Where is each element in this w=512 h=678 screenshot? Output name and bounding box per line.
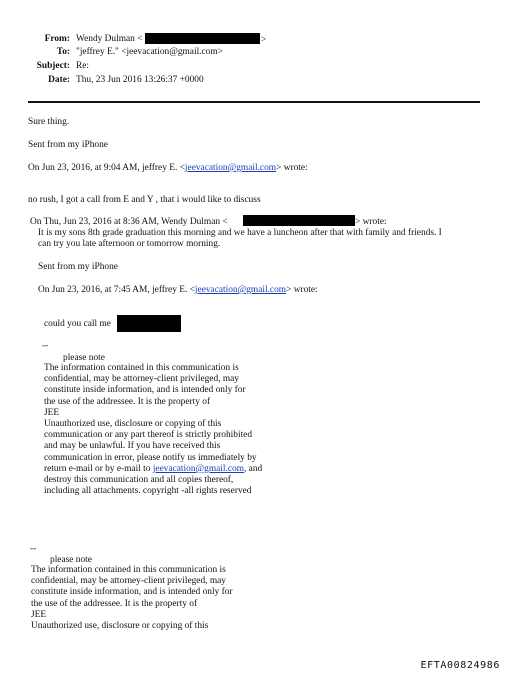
signature-text: Sent from my iPhone — [38, 262, 118, 272]
disclaimer-line: the use of the addressee. It is the property of — [31, 598, 198, 609]
redaction-bar — [145, 33, 260, 44]
email-link[interactable]: jeevacation@gmail.com — [184, 163, 277, 173]
quote-header-2-post: > wrote: — [355, 217, 387, 227]
email-link[interactable]: jeevacation@gmail.com — [194, 285, 287, 295]
quote-header-1-pre: On Jun 23, 2016, at 9:04 AM, jeffrey E. < — [28, 163, 185, 173]
disclaimer-line: destroy this communication and all copies thereof, — [44, 475, 234, 486]
disclaimer-line: communication or any part thereof is strictly prohibited — [44, 430, 253, 441]
date-value: Thu, 23 Jun 2016 13:26:37 +0000 — [76, 75, 204, 85]
signature-separator: -- — [30, 544, 37, 554]
disclaimer-email-pre: return e-mail or by e-mail to — [44, 463, 153, 474]
to-value: "jeffrey E." <jeevacation@gmail.com> — [76, 47, 223, 57]
disclaimer-line — [44, 464, 262, 475]
disclaimer-line: constitute inside information, and is intended only for — [31, 587, 233, 598]
disclaimer-body — [44, 363, 262, 497]
quoted-message-2-line2: can try you late afternoon or tomorrow morning. — [38, 239, 221, 249]
quote-header-1 — [28, 162, 308, 174]
disclaimer-line: The information contained in this communication is — [31, 565, 226, 575]
disclaimer-line: JEE — [31, 609, 47, 620]
quote-header-3-post: > wrote: — [286, 285, 318, 295]
subject-value: Re: — [76, 61, 90, 71]
disclaimer-line: confidential, may be attorney-client privileged, may — [44, 374, 239, 385]
bates-number: EFTA00824986 — [420, 660, 500, 671]
disclaimer-email-post: , and — [243, 463, 263, 474]
from-label: From: — [44, 34, 70, 44]
redaction-bar — [243, 215, 355, 226]
from-value: Wendy Dulman < — [76, 34, 143, 44]
quote-header-3 — [38, 284, 318, 296]
disclaimer-line: and may be unlawful. If you have received this — [44, 441, 221, 452]
disclaimer-line: Unauthorized use, disclosure or copying of this — [31, 621, 209, 632]
email-link[interactable]: jeevacation@gmail.com — [152, 463, 244, 474]
redaction-bar — [117, 315, 181, 332]
quoted-message-1: no rush, I got a call from E and Y , that i would like to discuss — [28, 195, 261, 205]
to-label: To: — [56, 47, 70, 57]
disclaimer-heading: please note — [63, 353, 105, 363]
header-divider — [28, 101, 480, 103]
quoted-message-2-line1: It is my sons 8th grade graduation this morning and we have a luncheon after that with family and friends. I — [38, 228, 442, 238]
disclaimer-line: the use of the addressee. It is the property of — [44, 396, 211, 407]
signature-text: Sent from my iPhone — [28, 140, 108, 150]
quote-header-3-pre: On Jun 23, 2016, at 7:45 AM, jeffrey E. < — [38, 285, 195, 295]
disclaimer-body — [31, 565, 233, 632]
subject-label: Subject: — [36, 61, 70, 71]
disclaimer-line: The information contained in this communication is — [44, 363, 239, 373]
disclaimer-line: constitute inside information, and is intended only for — [44, 385, 246, 396]
disclaimer-heading: please note — [50, 555, 92, 565]
disclaimer-line: communication in error, please notify us immediately by — [44, 452, 257, 463]
quote-header-1-post: > wrote: — [276, 163, 308, 173]
disclaimer-line: Unauthorized use, disclosure or copying of this — [44, 419, 222, 430]
signature-separator: -- — [42, 341, 49, 351]
quote-header-2-pre: On Thu, Jun 23, 2016 at 8:36 AM, Wendy Dulman < — [30, 217, 228, 227]
disclaimer-line: including all attachments. copyright -all rights reserved — [44, 486, 252, 497]
date-label: Date: — [48, 75, 70, 85]
reply-text: Sure thing. — [28, 117, 70, 127]
from-tail: > — [261, 35, 267, 45]
quoted-message-3: could you call me — [44, 319, 111, 329]
disclaimer-line: confidential, may be attorney-client privileged, may — [31, 576, 226, 587]
disclaimer-line: JEE — [44, 407, 60, 418]
